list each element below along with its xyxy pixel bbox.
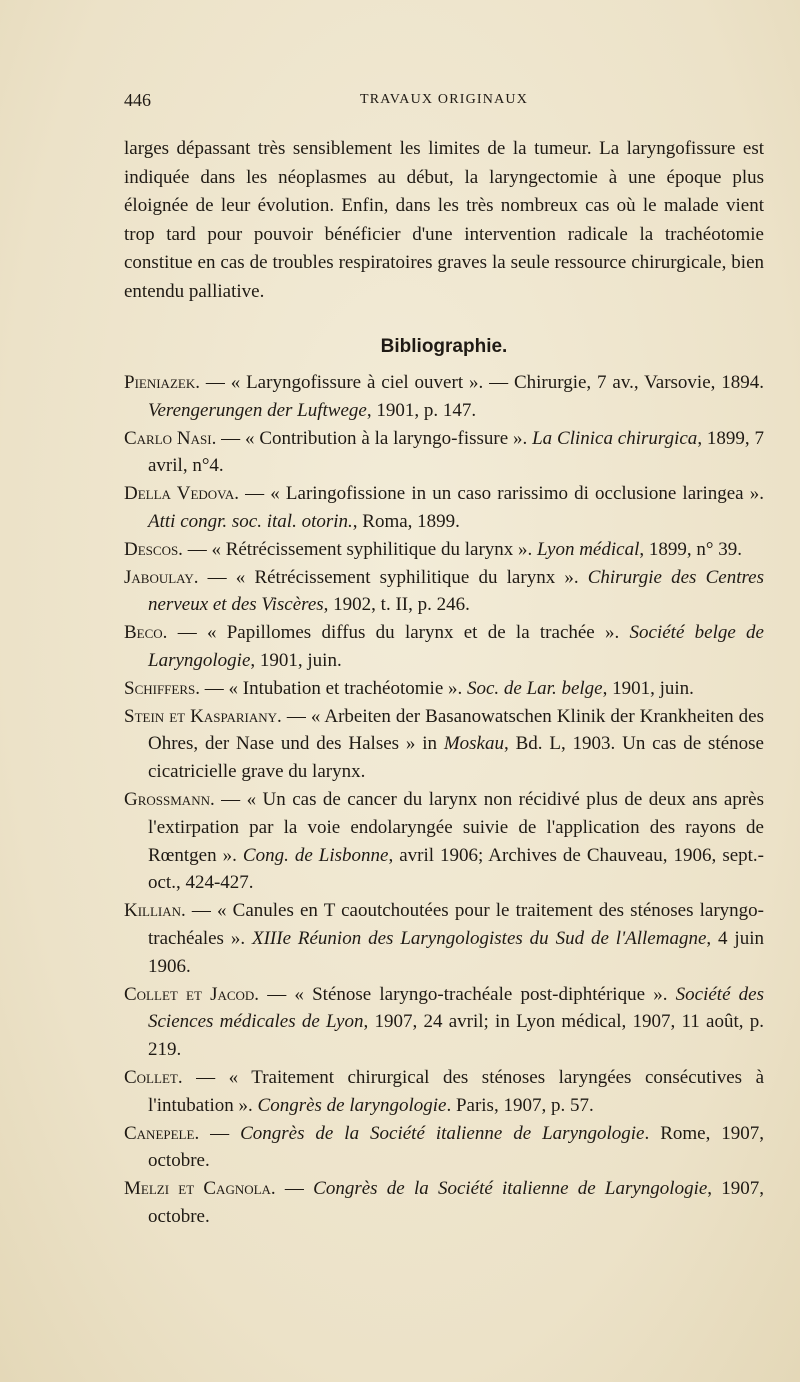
entry-text: — « Canules en T caoutchoutées pour le traitement des sténoses laryngo-trachéales ». xyxy=(148,900,764,949)
entry-tail: , 1902, t. II, p. 246. xyxy=(323,594,470,616)
entry-authors: Collet. xyxy=(124,1066,183,1088)
bibliography-entry xyxy=(124,369,764,425)
entry-tail: , 4 juin 1906. xyxy=(148,927,764,977)
entry-tail: . Paris, 1907, p. 57. xyxy=(446,1094,594,1116)
entry-authors: Collet et Jacod. xyxy=(124,983,260,1005)
entry-text: — xyxy=(199,1122,241,1144)
entry-title: Cong. de Lisbonne xyxy=(242,844,389,866)
entry-title: Société belge de Laryngologie xyxy=(148,622,764,671)
entry-text: — « Intubation et trachéotomie ». xyxy=(200,677,467,699)
entry-text: — « Laringofissione in un caso rarissimo di occlusione laringea ». xyxy=(239,483,764,505)
intro-paragraph: larges dépassant très sensiblement les limites de la tumeur. La laryngofissure est indiquée dans les néoplasmes au début, la laryngectomie à une époque plus éloignée de leur évolution. Enfin, dans les très nombreux cas où le malade vient trop tard pour pouvoir bénéficier d'une intervention radicale la trachéotomie constitue en cas de troubles respiratoires graves la seule ressource chirurgicale, bien entendu palliative. xyxy=(124,138,764,302)
bibliography-entry xyxy=(124,564,764,620)
bibliography-entry xyxy=(124,786,764,897)
entry-title: Chirurgie des Centres nerveux et des Viscères xyxy=(148,566,764,616)
entry-title: Atti congr. soc. ital. otorin. xyxy=(148,510,353,532)
bibliography-entry xyxy=(124,536,764,564)
bibliography-list xyxy=(124,369,764,1231)
entry-title: XIIIe Réunion des Laryngologistes du Sud de l'Allemagne xyxy=(251,927,707,949)
entry-tail: , 1907, 24 avril; in Lyon médical, 1907, 11 août, p. 219. xyxy=(148,1011,764,1061)
entry-text: — « Sténose laryngo-trachéale post-diphtérique ». xyxy=(259,983,676,1005)
page-number: 446 xyxy=(124,90,151,110)
entry-tail: , Roma, 1899. xyxy=(352,510,460,532)
bibliography-entry xyxy=(124,675,764,703)
page-header xyxy=(124,90,764,120)
entry-title: Soc. de Lar. belge xyxy=(467,677,603,699)
entry-authors: Canepele. xyxy=(124,1122,200,1144)
entry-title: Moskau xyxy=(443,733,504,755)
entry-tail: , 1901, p. 147. xyxy=(366,399,477,421)
entry-tail: , avril 1906; Archives de Chauveau, 1906, sept.-oct., 424-427. xyxy=(148,844,765,894)
entry-text: — « Rétrécissement syphilitique du larynx ». xyxy=(182,538,538,560)
entry-title: Société des Sciences médicales de Lyon xyxy=(148,983,765,1033)
section-title: Bibliographie. xyxy=(380,336,508,357)
bibliography-entry xyxy=(124,480,764,536)
bibliography-entry xyxy=(124,1064,764,1120)
entry-tail: , Bd. L, 1903. Un cas de sténose cicatricielle grave du larynx. xyxy=(148,733,764,783)
entry-text: — « Rétrécissement syphilitique du larynx ». xyxy=(198,566,588,588)
entry-authors: Schiffers. xyxy=(124,677,201,699)
entry-text: — « Un cas de cancer du larynx non récidivé plus de deux ans après l'extirpation par la voie endolaryngée suivie de l'application des rayons de Rœntgen ». xyxy=(148,788,764,866)
entry-text: — « Papillomes diffus du larynx et de la trachée ». xyxy=(167,622,630,644)
entry-authors: Melzi et Cagnola. xyxy=(124,1178,276,1200)
entry-tail: , 1901, juin. xyxy=(250,649,342,671)
bibliography-entry xyxy=(124,619,764,675)
entry-title: Congrès de la Société italienne de Laryngologie xyxy=(240,1122,645,1144)
bibliography-entry xyxy=(124,981,764,1064)
entry-text: — « Laryngofissure à ciel ouvert ». — Chirurgie, 7 av., Varsovie, 1894. xyxy=(199,372,764,393)
bibliography-entry xyxy=(124,897,764,980)
entry-text: — « Arbeiten der Basanowatschen Klinik der Krankheiten des Ohres, der Nase und des Halses » in xyxy=(148,705,764,755)
entry-title: Verengerungen der Luftwege xyxy=(148,399,367,421)
bibliography-entry xyxy=(124,425,764,481)
entry-title: La Clinica chirurgica xyxy=(532,427,698,449)
entry-tail: . Rome, 1907, octobre. xyxy=(148,1122,765,1172)
entry-text: — « Traitement chirurgical des sténoses laryngées consécutives à l'intubation ». xyxy=(148,1066,764,1116)
entry-authors: Pieniazek. xyxy=(124,372,200,393)
entry-authors: Descos. xyxy=(124,538,183,560)
running-title: TRAVAUX ORIGINAUX xyxy=(359,92,529,107)
entry-title: Congrès de la Société italienne de Laryngologie xyxy=(313,1178,708,1200)
bibliography-entry xyxy=(124,703,764,786)
entry-authors: Jaboulay. xyxy=(124,566,199,588)
entry-tail: , 1899, n° 39. xyxy=(639,538,742,560)
entry-authors: Della Vedova. xyxy=(124,483,240,505)
entry-tail: , 1899, 7 avril, n°4. xyxy=(148,427,764,477)
entry-text: — « Contribution à la laryngo-fissure ». xyxy=(216,427,533,449)
entry-title: Lyon médical xyxy=(537,538,640,560)
bibliography-entry xyxy=(124,1175,764,1231)
entry-authors: Carlo Nasi. xyxy=(124,427,217,449)
entry-tail: , 1901, juin. xyxy=(602,677,694,699)
entry-authors: Grossmann. xyxy=(124,788,215,810)
entry-title: Congrès de laryngologie xyxy=(257,1094,447,1116)
entry-authors: Stein et Kaspariany. xyxy=(124,705,282,727)
entry-tail: , 1907, octobre. xyxy=(148,1178,765,1227)
entry-authors: Beco. xyxy=(124,622,168,644)
bibliography-entry xyxy=(124,1120,764,1176)
entry-authors: Killian. xyxy=(124,900,186,922)
entry-text: — xyxy=(275,1178,314,1200)
